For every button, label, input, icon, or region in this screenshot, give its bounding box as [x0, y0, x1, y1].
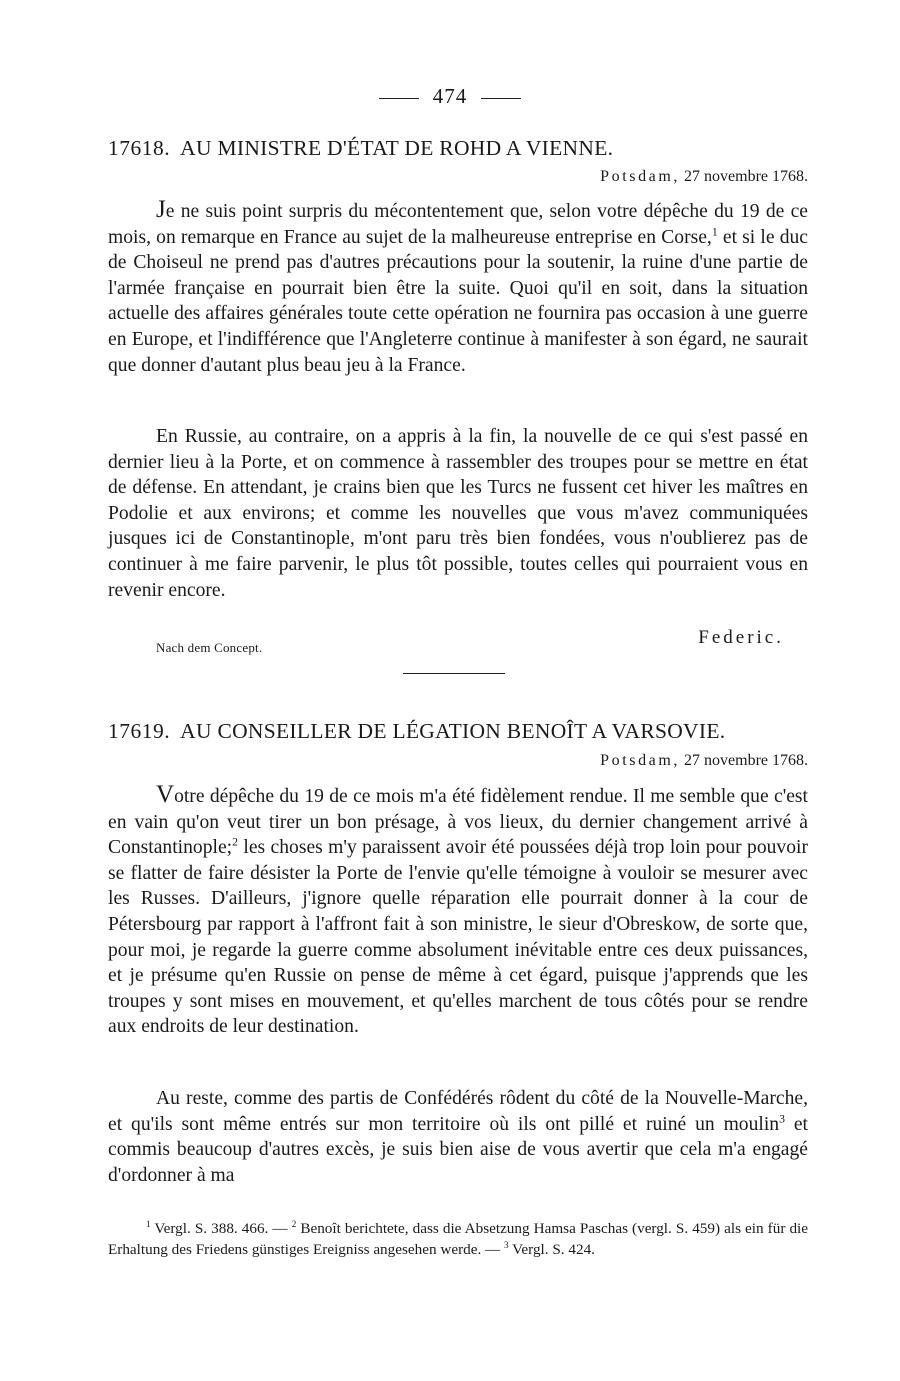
- letter1-title: AU MINISTRE D'ÉTAT DE ROHD A VIENNE.: [180, 136, 614, 160]
- letter1-signature: Federic.: [698, 627, 784, 648]
- letter1-date: 27 novembre 1768.: [684, 168, 808, 185]
- letter1-heading: [108, 136, 808, 161]
- letter1-source-note: Nach dem Concept.: [156, 640, 263, 655]
- letter2-date: 27 novembre 1768.: [684, 752, 808, 769]
- letter2-initial: V: [156, 781, 175, 808]
- page-number: [0, 84, 900, 109]
- letter2-footnote-ref-2: 2: [232, 835, 238, 849]
- page-number-dash-left: [379, 98, 419, 99]
- footnote-2: Benoît berichtete, dass die Absetzung Hamsa Paschas (vergl. S. 459) als ein für die Erhaltung des Friedens günstiges Ereigniss angesehen werde. —: [108, 1220, 808, 1258]
- section-divider: [403, 673, 505, 674]
- letter2-paragraph-2: [108, 1086, 808, 1188]
- letter1-p1-text-b: et si le duc de Choiseul ne prend pas d'autres précautions pour la soutenir, la ruine d'une partie de l'armée française en pourrait bien être la suite. Quoi qu'il en soit, dans la situation actuelle des affaires générales toute cette opération ne fournira pas occasion à une guerre en Europe, et l'indifférence que l'Angleterre continue à manifester à son égard, ne saurait que donner d'autant plus beau jeu à la France.: [108, 226, 808, 376]
- letter1-number: 17618.: [108, 136, 171, 160]
- letter1-dateline: [600, 168, 808, 186]
- page-number-text: 474: [432, 84, 468, 108]
- letter2-title: AU CONSEILLER DE LÉGATION BENOÎT A VARSOVIE.: [180, 719, 726, 743]
- letter1-initial: J: [156, 196, 166, 223]
- page-number-dash-right: [481, 98, 521, 99]
- letter1-paragraph-2: [108, 424, 808, 603]
- letter2-heading: [108, 719, 808, 744]
- footnotes: [108, 1218, 808, 1260]
- footnote-mark-1: 1: [146, 1218, 151, 1229]
- letter1-p2-text: En Russie, au contraire, on a appris à la fin, la nouvelle de ce qui s'est passé en dernier lieu à la Porte, et on commence à rassembler des troupes pour se mettre en état de défense. En attendant, je crains bien que les Turcs ne fussent cet hiver les maîtres en Podolie et aux environs; et comme les nouvelles que vous m'avez communiquées jusques ici de Constantinople, m'ont paru très bien fondées, vous n'oublierez pas de continuer à me faire parvenir, le plus tôt possible, toutes celles qui pourraient vous en revenir encore.: [108, 426, 808, 601]
- letter2-place: Potsdam,: [600, 752, 681, 769]
- letter2-dateline: [600, 752, 808, 770]
- letter1-footnote-ref-1: 1: [711, 225, 718, 239]
- footnote-mark-2: 2: [291, 1218, 297, 1229]
- letter2-p2-text-b: et commis beaucoup d'autres excès, je suis bien aise de vous avertir que cela m'a engagé d'ordonner à ma: [108, 1113, 808, 1186]
- letter1-p1-text-a: e ne suis point surpris du mécontentement que, selon votre dépêche du 19 de ce mois, on remarque en France au sujet de la malheureuse entreprise en Corse,: [108, 201, 808, 248]
- footnote-mark-3: 3: [504, 1239, 509, 1250]
- letter2-footnote-ref-3: 3: [779, 1112, 785, 1126]
- letter1-paragraph-1: [108, 197, 808, 378]
- footnote-1: Vergl. S. 388. 466. —: [150, 1220, 292, 1237]
- letter2-p1-text-b: les choses m'y paraissent avoir été poussées déjà trop loin pour pouvoir se flatter de faire désister la Porte de l'envie qu'elle témoigne à vouloir se mesurer avec les Russes. D'ailleurs, j'ignore quelle réparation elle pourrait donner à la cour de Pétersbourg par rapport à l'affront fait à son ministre, le sieur d'Obreskow, de sorte que, pour moi, je regarde la guerre comme absolument inévitable entre ces deux puissances, et je présume qu'en Russie on pense de même à cet égard, puisque j'apprends que les troupes y sont mises en mouvement, et qu'elles marchent de tous côtés pour se rendre aux endroits de leur destination.: [108, 837, 808, 1038]
- letter2-p2-text-a: Au reste, comme des partis de Confédérés rôdent du côté de la Nouvelle-Marche, et qu'ils sont même entrés sur mon territoire où ils ont pillé et ruiné un moulin: [108, 1088, 808, 1135]
- letter2-paragraph-1: [108, 782, 808, 1040]
- letter2-p1-text-a: otre dépêche du 19 de ce mois m'a été fidèlement rendue. Il me semble que c'est en vain qu'on veut tirer un bon présage, à vos lieux, du dernier changement arrivé à Constantinople;: [108, 786, 808, 859]
- footnote-3: Vergl. S. 424.: [508, 1241, 595, 1258]
- letter1-place: Potsdam,: [600, 168, 681, 185]
- letter2-number: 17619.: [108, 719, 171, 743]
